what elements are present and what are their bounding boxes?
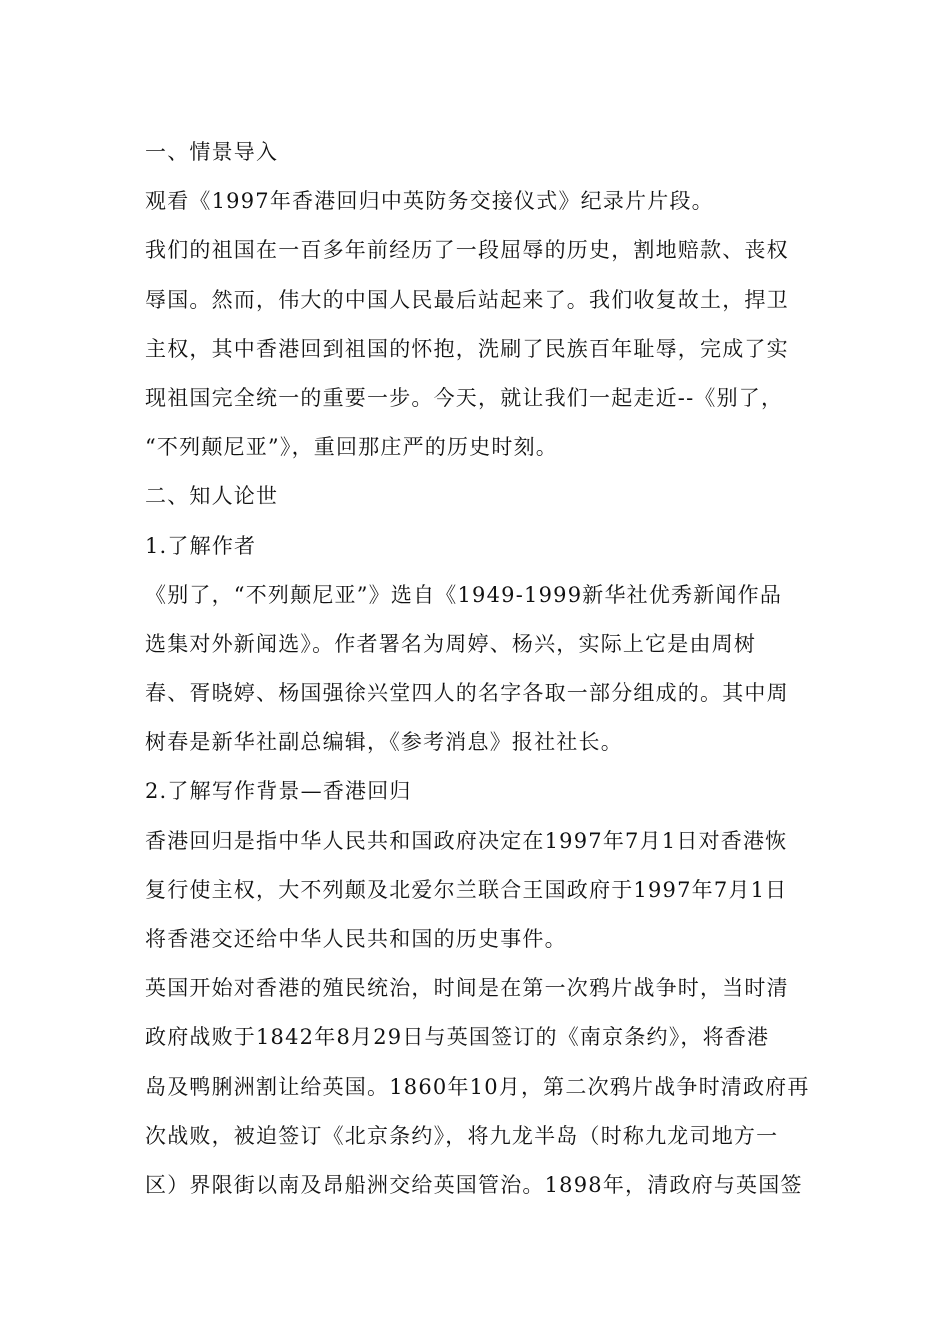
section-heading-know-author: 二、知人论世: [145, 484, 279, 509]
paragraph-line: 我们的祖国在一百多年前经历了一段屈辱的历史，割地赔款、丧权: [145, 238, 789, 263]
paragraph-line: 现祖国完全统一的重要一步。今天，就让我们一起走近--《别了，: [145, 385, 784, 410]
paragraph-line: 复行使主权，大不列颠及北爱尔兰联合王国政府于1997年7月1日: [145, 877, 788, 902]
section-heading-situation-intro: 一、情景导入: [145, 140, 279, 164]
paragraph-line: 香港回归是指中华人民共和国政府决定在1997年7月1日对香港恢: [145, 828, 788, 853]
subsection-heading-author: 1.了解作者: [145, 533, 257, 558]
document-body: [145, 134, 810, 1216]
paragraph-line: 英国开始对香港的殖民统治，时间是在第一次鸦片战争时，当时清: [145, 976, 789, 1001]
paragraph-line: 树春是新华社副总编辑，《参考消息》报社社长。: [145, 730, 623, 755]
paragraph-line: “不列颠尼亚”》，重回那庄严的历史时刻。: [145, 435, 558, 460]
paragraph-line: 区）界限街以南及昂船洲交给英国管治。1898年，清政府与英国签: [145, 1172, 803, 1197]
paragraph-line: 辱国。然而，伟大的中国人民最后站起来了。我们收复故土，捍卫: [145, 287, 789, 312]
paragraph-line: 《别了，“不列颠尼亚”》选自《1949-1999新华社优秀新闻作品: [145, 582, 783, 607]
paragraph-line: 选集对外新闻选》。作者署名为周婷、杨兴，实际上它是由周树: [145, 631, 757, 656]
paragraph-line: 春、胥晓婷、杨国强徐兴堂四人的名字各取一部分组成的。其中周: [145, 681, 789, 706]
paragraph-line: 主权，其中香港回到祖国的怀抱，洗刷了民族百年耻辱，完成了实: [145, 336, 789, 361]
paragraph-line: 次战败，被迫签订《北京条约》，将九龙半岛（时称九龙司地方一: [145, 1123, 779, 1148]
paragraph-line: 政府战败于1842年8月29日与英国签订的《南京条约》，将香港: [145, 1025, 770, 1050]
subsection-heading-background: 2.了解写作背景—香港回归: [145, 779, 412, 804]
paragraph-line: 观看《1997年香港回归中英防务交接仪式》纪录片片段。: [145, 189, 714, 214]
paragraph-line: 岛及鸭脷洲割让给英国。1860年10月，第二次鸦片战争时清政府再: [145, 1074, 810, 1099]
paragraph-line: 将香港交还给中华人民共和国的历史事件。: [145, 927, 567, 951]
